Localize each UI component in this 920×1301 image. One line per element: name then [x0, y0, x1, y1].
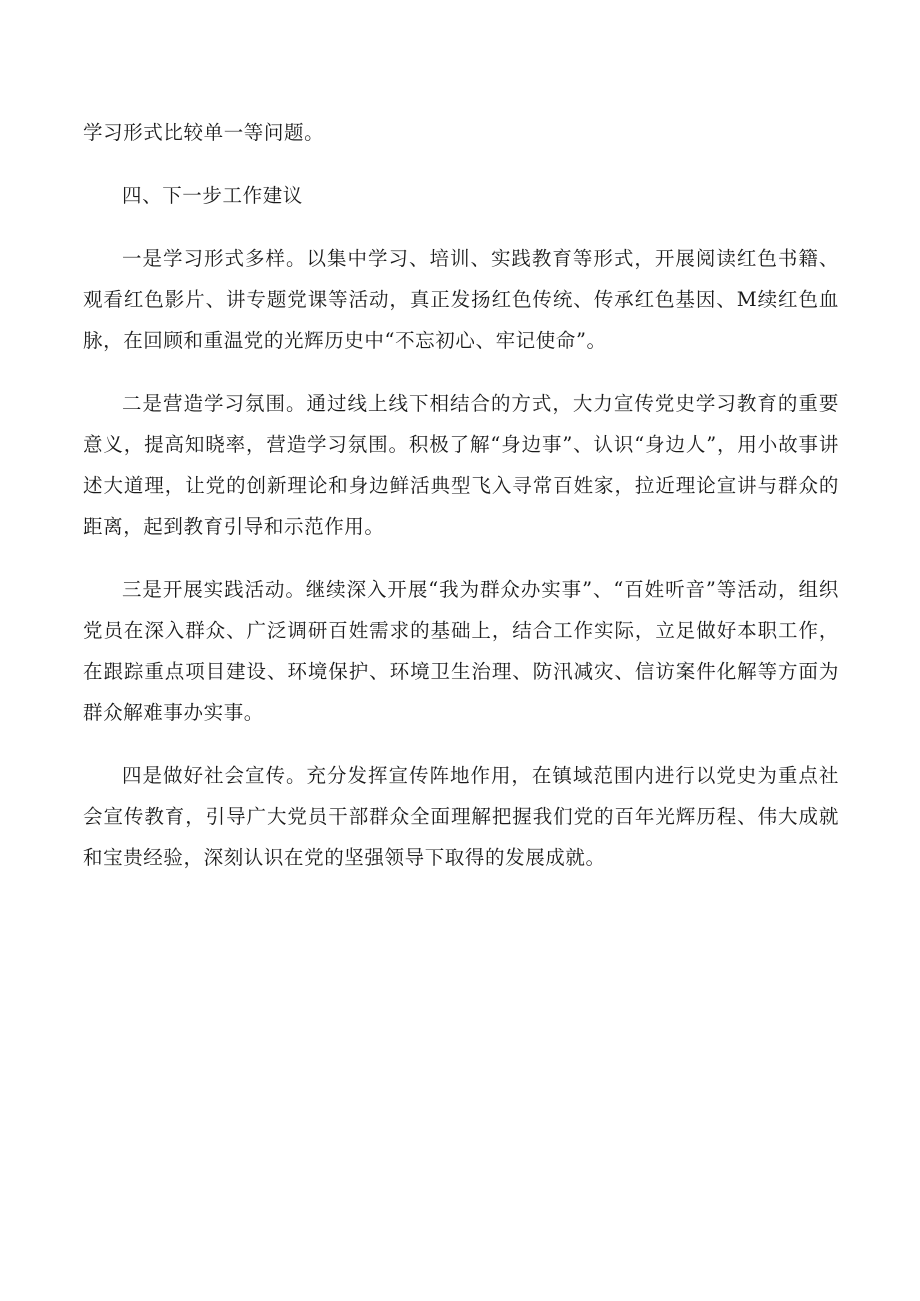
paragraph-suggestion-4: 四是做好社会宣传。充分发挥宣传阵地作用，在镇域范围内进行以党史为重点社会宣传教育，引导广大党员干部群众全面理解把握我们党的百年光辉历程、伟大成就和宝贵经验，深刻认识在党的坚强领导下取得的发展成就。 [83, 764, 839, 869]
paragraph-suggestion-1: 一是学习形式多样。以集中学习、培训、实践教育等形式，开展阅读红色书籍、观看红色影片、讲专题党课等活动，真正发扬红色传统、传承红色基因、M续红色血脉，在回顾和重温党的光辉历史中“不忘初心、牢记使命”。 [83, 247, 839, 352]
paragraph-suggestion-3: 三是开展实践活动。继续深入开展“我为群众办实事”、“百姓听音”等活动，组织党员在深入群众、广泛调研百姓需求的基础上，结合工作实际，立足做好本职工作，在跟踪重点项目建设、环境保护、环境卫生治理、防汛减灾、信访案件化解等方面为群众解难事办实事。 [83, 578, 839, 724]
document-body [83, 112, 839, 900]
paragraph-suggestion-2: 二是营造学习氛围。通过线上线下相结合的方式，大力宣传党史学习教育的重要意义，提高知晓率，营造学习氛围。积极了解“身边事”、认识“身边人”，用小故事讲述大道理，让党的创新理论和身边鲜活典型飞入寻常百姓家，拉近理论宣讲与群众的距离，起到教育引导和示范作用。 [83, 392, 839, 538]
paragraph-continuation: 学习形式比较单一等问题。 [83, 121, 325, 144]
section-heading: 四、下一步工作建议 [122, 184, 303, 207]
